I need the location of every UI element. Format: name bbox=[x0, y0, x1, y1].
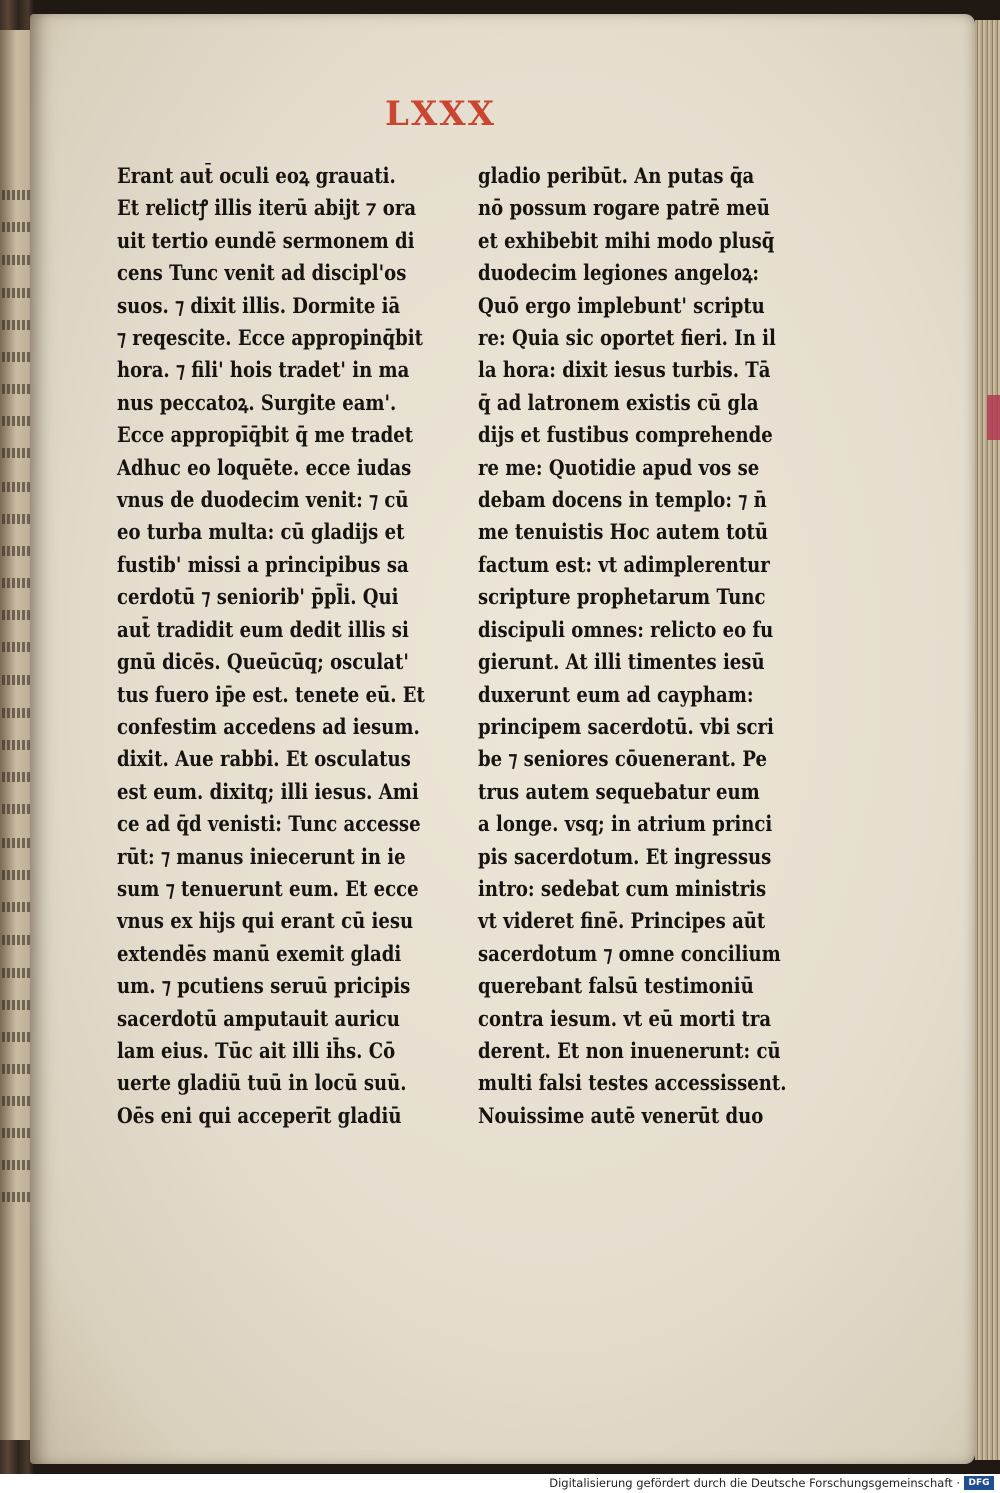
text-line: q̄ ad latronem existis cū gla bbox=[478, 389, 759, 415]
text-line: derent. Et non inuenerunt: cū bbox=[478, 1037, 781, 1063]
text-line: Ecce appropīq̄bit q̄ me tradet bbox=[117, 422, 414, 448]
text-line: gnū dicēs. Queūcūq; osculat' bbox=[117, 649, 409, 675]
text-line: fustib' missi a principibus sa bbox=[117, 551, 409, 577]
text-line: Nouissime autē venerūt duo bbox=[478, 1102, 764, 1128]
text-line: gladio peribūt. An putas q̄a bbox=[478, 163, 755, 188]
text-line: re me: Quotidie apud vos se bbox=[478, 454, 760, 480]
funding-credit: Digitalisierung gefördert durch die Deutsche Forschungsgemeinschaft · bbox=[549, 1476, 960, 1490]
text-line: principem sacerdotū. vbi scri bbox=[478, 713, 774, 739]
text-line: rūt: ⁊ manus iniecerunt in ie bbox=[117, 843, 406, 869]
text-line: suos. ⁊ dixit illis. Dormite iā bbox=[117, 292, 401, 318]
folio-number: LXXX bbox=[385, 94, 497, 134]
text-line: a longe. vsq; in atrium princi bbox=[478, 811, 773, 837]
text-line: multi falsi testes accessissent. bbox=[478, 1070, 787, 1096]
ribbon-marker bbox=[987, 395, 1000, 440]
text-line: discipuli omnes: relicto eo fu bbox=[478, 616, 774, 642]
text-line: vnus ex hijs qui erant cū iesu bbox=[117, 908, 414, 934]
text-line: Adhuc eo loquēte. ecce iudas bbox=[117, 454, 412, 480]
text-line: gierunt. At illi timentes iesū bbox=[478, 649, 765, 675]
text-line: aut̄ tradidit eum dedit illis si bbox=[117, 616, 409, 642]
text-line: hora. ⁊ fili' hois tradet' in ma bbox=[117, 357, 410, 383]
text-line: intro: sedebat cum ministris bbox=[478, 875, 767, 901]
text-line: re: Quia sic oportet fieri. In il bbox=[478, 325, 776, 351]
text-line: eo turba multa: cū gladijs et bbox=[117, 519, 405, 545]
text-line: vt videret finē. Principes aūt bbox=[478, 908, 766, 934]
text-line: lam eius. Tūc ait illi ih̄s. Cō bbox=[117, 1037, 396, 1063]
text-line: est eum. dixitq; illi iesus. Ami bbox=[117, 778, 419, 804]
text-line: dixit. Aue rabbi. Et osculatus bbox=[117, 746, 411, 772]
text-line: sum ⁊ tenuerunt eum. Et ecce bbox=[117, 875, 419, 901]
text-line: vnus de duodecim venit: ⁊ cū bbox=[117, 487, 409, 513]
text-line: um. ⁊ pcutiens seruū pricipis bbox=[117, 973, 411, 999]
text-line: ce ad q̄d venisti: Tunc accesse bbox=[117, 811, 421, 837]
text-line: tus fuero ip̄e est. tenete eū. Et bbox=[117, 681, 425, 707]
text-line: uit tertio eundē sermonem di bbox=[117, 227, 415, 253]
text-line: confestim accedens ad iesum. bbox=[117, 713, 420, 739]
text-line: sacerdotum ⁊ omne concilium bbox=[478, 940, 781, 966]
text-line: Quō ergo implebunt' scriptu bbox=[478, 292, 765, 318]
text-line: dijs et fustibus comprehende bbox=[478, 422, 773, 448]
text-line: be ⁊ seniores cōuenerant. Pe bbox=[478, 746, 767, 772]
right-page-edge bbox=[975, 20, 1000, 1460]
text-line: nus peccatoꝝ. Surgite eam'. bbox=[117, 389, 397, 415]
text-line: nō possum rogare patrē meū bbox=[478, 195, 770, 221]
text-line: cerdotū ⁊ seniorib' p̄pl̄i. Qui bbox=[117, 584, 399, 610]
text-line: trus autem sequebatur eum bbox=[478, 778, 760, 804]
text-line: duxerunt eum ad caypham: bbox=[478, 681, 754, 707]
text-line: la hora: dixit iesus turbis. Tā bbox=[478, 357, 771, 383]
text-line: uerte gladiū tuū in locū suū. bbox=[117, 1070, 407, 1096]
text-column-right bbox=[478, 160, 787, 1132]
text-line: sacerdotū amputauit auricu bbox=[117, 1005, 400, 1031]
text-line: ⁊ reqescite. Ecce appropinq̄bit bbox=[117, 325, 423, 351]
text-line: querebant falsū testimoniū bbox=[478, 973, 754, 999]
text-line: duodecim legiones angeloꝝ: bbox=[478, 260, 760, 286]
text-line: me tenuistis Hoc autem totū bbox=[478, 519, 768, 545]
text-line: pis sacerdotum. Et ingressus bbox=[478, 843, 772, 869]
text-line: et exhibebit mihi modo plusq̄ bbox=[478, 227, 775, 253]
text-line: factum est: vt adimplerentur bbox=[478, 551, 770, 577]
text-column-left bbox=[117, 160, 425, 1132]
text-line: scripture prophetarum Tunc bbox=[478, 584, 766, 610]
text-line: Et relictꝭ illis iterū abijt ⁊ ora bbox=[117, 195, 417, 221]
text-line: contra iesum. vt eū morti tra bbox=[478, 1005, 772, 1031]
text-line: Erant aut̄ oculi eoꝝ grauati. bbox=[117, 163, 396, 188]
text-line: cens Tunc venit ad discipl'os bbox=[117, 260, 407, 286]
text-line: extendēs manū exemit gladi bbox=[117, 940, 402, 966]
text-line: Oēs eni qui acceperīt gladiū bbox=[117, 1102, 402, 1128]
footer-bar bbox=[0, 1474, 1000, 1493]
text-line: debam docens in templo: ⁊ n̄ bbox=[478, 487, 767, 513]
dfg-logo: DFG bbox=[964, 1476, 994, 1490]
